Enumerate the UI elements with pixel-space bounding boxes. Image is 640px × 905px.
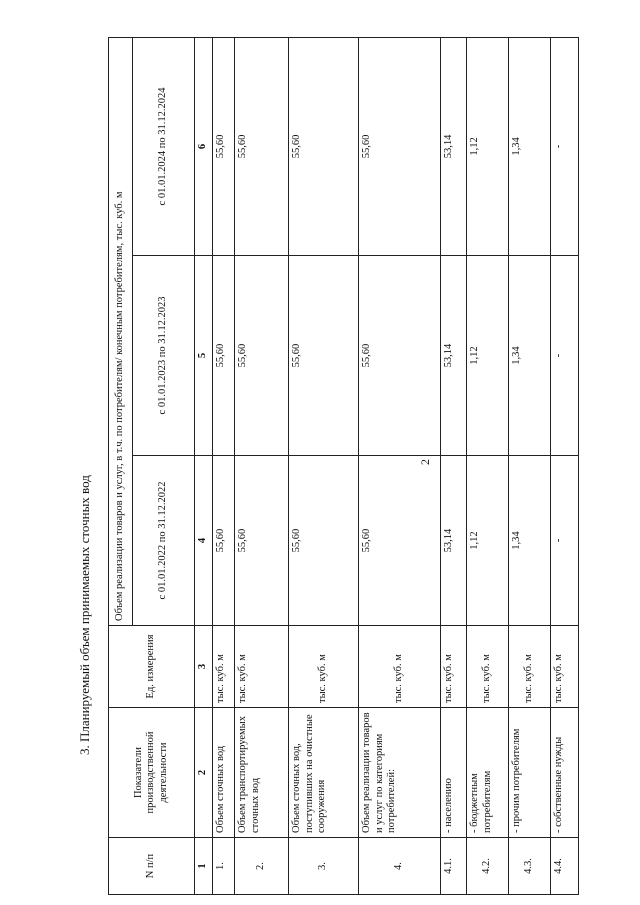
row-unit: тыс. куб. м [441,626,467,708]
table-row [441,37,467,894]
header-volume-group: Объем реализации товаров и услуг, в т.ч. по потребителям/ конечным потребителям, тыс. куб. м [109,37,133,625]
row-unit: тыс. куб. м [289,626,359,708]
table-row [235,37,289,894]
value-2024: 55,60 [289,37,359,255]
table-row [551,37,579,894]
row-number: 1. [213,838,235,895]
row-number: 4. [359,838,441,895]
value-2023: 55,60 [235,256,289,456]
value-2022: 55,60 [213,456,235,626]
row-unit: тыс. куб. м [551,626,579,708]
col-number: 1 [195,838,213,895]
row-label: Объем транспортируемых сточных вод [235,708,289,838]
column-number-row [195,37,213,894]
row-number: 4.3. [509,838,551,895]
value-2024: 1,12 [467,37,509,255]
table-row [467,37,509,894]
value-2022: 55,60 [359,456,441,626]
value-2024: 55,60 [359,37,441,255]
header-period-2024: с 01.01.2024 по 31.12.2024 [133,37,195,255]
row-label: - населению [441,708,467,838]
value-2024: 55,60 [235,37,289,255]
col-number: 4 [195,456,213,626]
row-label: - прочим потребителям [509,708,551,838]
row-label: - бюджетным потребителям [467,708,509,838]
col-number: 3 [195,626,213,708]
row-unit: тыс. куб. м [467,626,509,708]
header-unit: Ед. измерения [109,626,195,708]
row-label: Объем сточных вод, поступивших на очистные сооружения [289,708,359,838]
value-2022: 1,12 [467,456,509,626]
value-2024: 53,14 [441,37,467,255]
value-2023: 1,12 [467,256,509,456]
row-number: 3. [289,838,359,895]
row-unit: тыс. куб. м [235,626,289,708]
col-number: 6 [195,37,213,255]
value-2023: 53,14 [441,256,467,456]
value-2022: 1,34 [509,456,551,626]
section-heading: 3. Планируемый объем принимаемых сточных вод [77,475,92,755]
value-2022: 55,60 [289,456,359,626]
value-2022: - [551,456,579,626]
row-label: Объем сточных вод [213,708,235,838]
value-2024: 55,60 [213,37,235,255]
row-unit: тыс. куб. м [213,626,235,708]
row-label: Объем реализации товаров и услуг по категориям потребителей: [359,708,441,838]
header-num: N п/п [109,838,195,895]
wastewater-volume-table [108,37,579,895]
row-number: 4.1. [441,838,467,895]
col-number: 5 [195,256,213,456]
row-unit: тыс. куб. м [509,626,551,708]
value-2023: 55,60 [359,256,441,456]
value-2023: 55,60 [289,256,359,456]
header-row [109,37,133,894]
header-period-2022: с 01.01.2022 по 31.12.2022 [133,456,195,626]
value-2023: 55,60 [213,256,235,456]
row-number: 2. [235,838,289,895]
value-2022: 53,14 [441,456,467,626]
value-2024: - [551,37,579,255]
row-label: - собственные нужды [551,708,579,838]
value-2023: - [551,256,579,456]
row-number: 4.2. [467,838,509,895]
row-number: 4.4. [551,838,579,895]
header-period-2023: с 01.01.2023 по 31.12.2023 [133,256,195,456]
page-number: 2 [418,459,432,465]
table-row [213,37,235,894]
header-indicator: Показатели производственной деятельности [109,708,195,838]
value-2024: 1,34 [509,37,551,255]
col-number: 2 [195,708,213,838]
value-2023: 1,34 [509,256,551,456]
table-row [359,37,441,894]
table-row [289,37,359,894]
row-unit: тыс. куб. м [359,626,441,708]
value-2022: 55,60 [235,456,289,626]
table-row [509,37,551,894]
